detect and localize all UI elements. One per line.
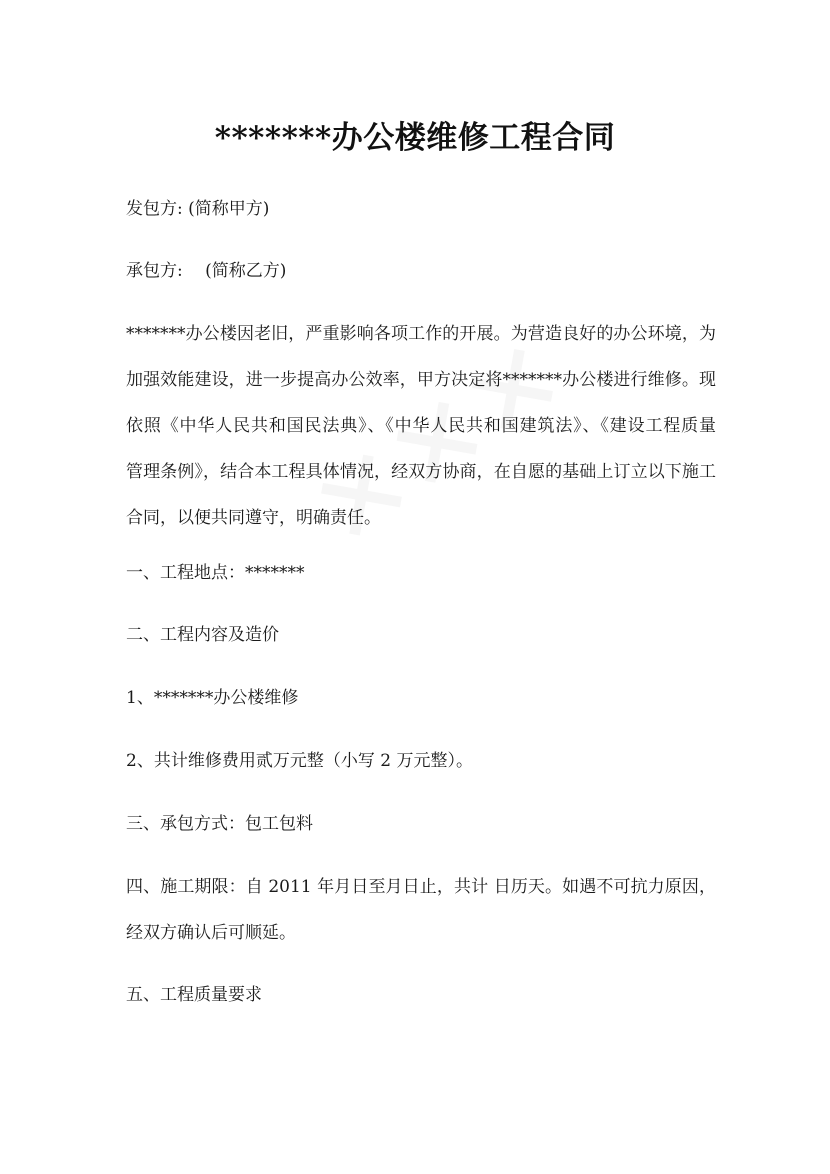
section-content-price: 二、工程内容及造价 <box>126 625 279 645</box>
section-quality: 五、工程质量要求 <box>126 985 262 1005</box>
intro-line: 加强效能建设，进一步提高办公效率，甲方决定将*******办公楼进行维修。现 <box>126 370 716 390</box>
section-item-1: 1、*******办公楼维修 <box>126 688 299 708</box>
party-b-line: 承包方: (简称乙方) <box>126 261 287 281</box>
intro-line: *******办公楼因老旧，严重影响各项工作的开展。为营造良好的办公环境，为 <box>126 324 716 344</box>
intro-line: 管理条例》，结合本工程具体情况，经双方协商，在自愿的基础上订立以下施工 <box>126 462 716 482</box>
intro-line: 依照《中华人民共和国民法典》、《中华人民共和国建筑法》、《建设工程质量 <box>126 416 716 436</box>
party-a-line: 发包方: (简称甲方) <box>126 199 270 219</box>
section-location: 一、工程地点：******* <box>126 563 305 583</box>
section-method: 三、承包方式：包工包料 <box>126 814 313 834</box>
section-period <box>126 864 716 956</box>
period-line: 经双方确认后可顺延。 <box>126 923 296 943</box>
period-line: 四、施工期限：自 2011 年月日至月日止，共计 日历天。如遇不可抗力原因， <box>126 877 716 897</box>
document-title: *******办公楼维修工程合同 <box>214 120 616 156</box>
intro-line: 合同，以便共同遵守，明确责任。 <box>126 508 381 528</box>
section-item-2: 2、共计维修费用贰万元整（小写 2 万元整）。 <box>126 751 473 771</box>
intro-paragraph <box>126 311 716 541</box>
